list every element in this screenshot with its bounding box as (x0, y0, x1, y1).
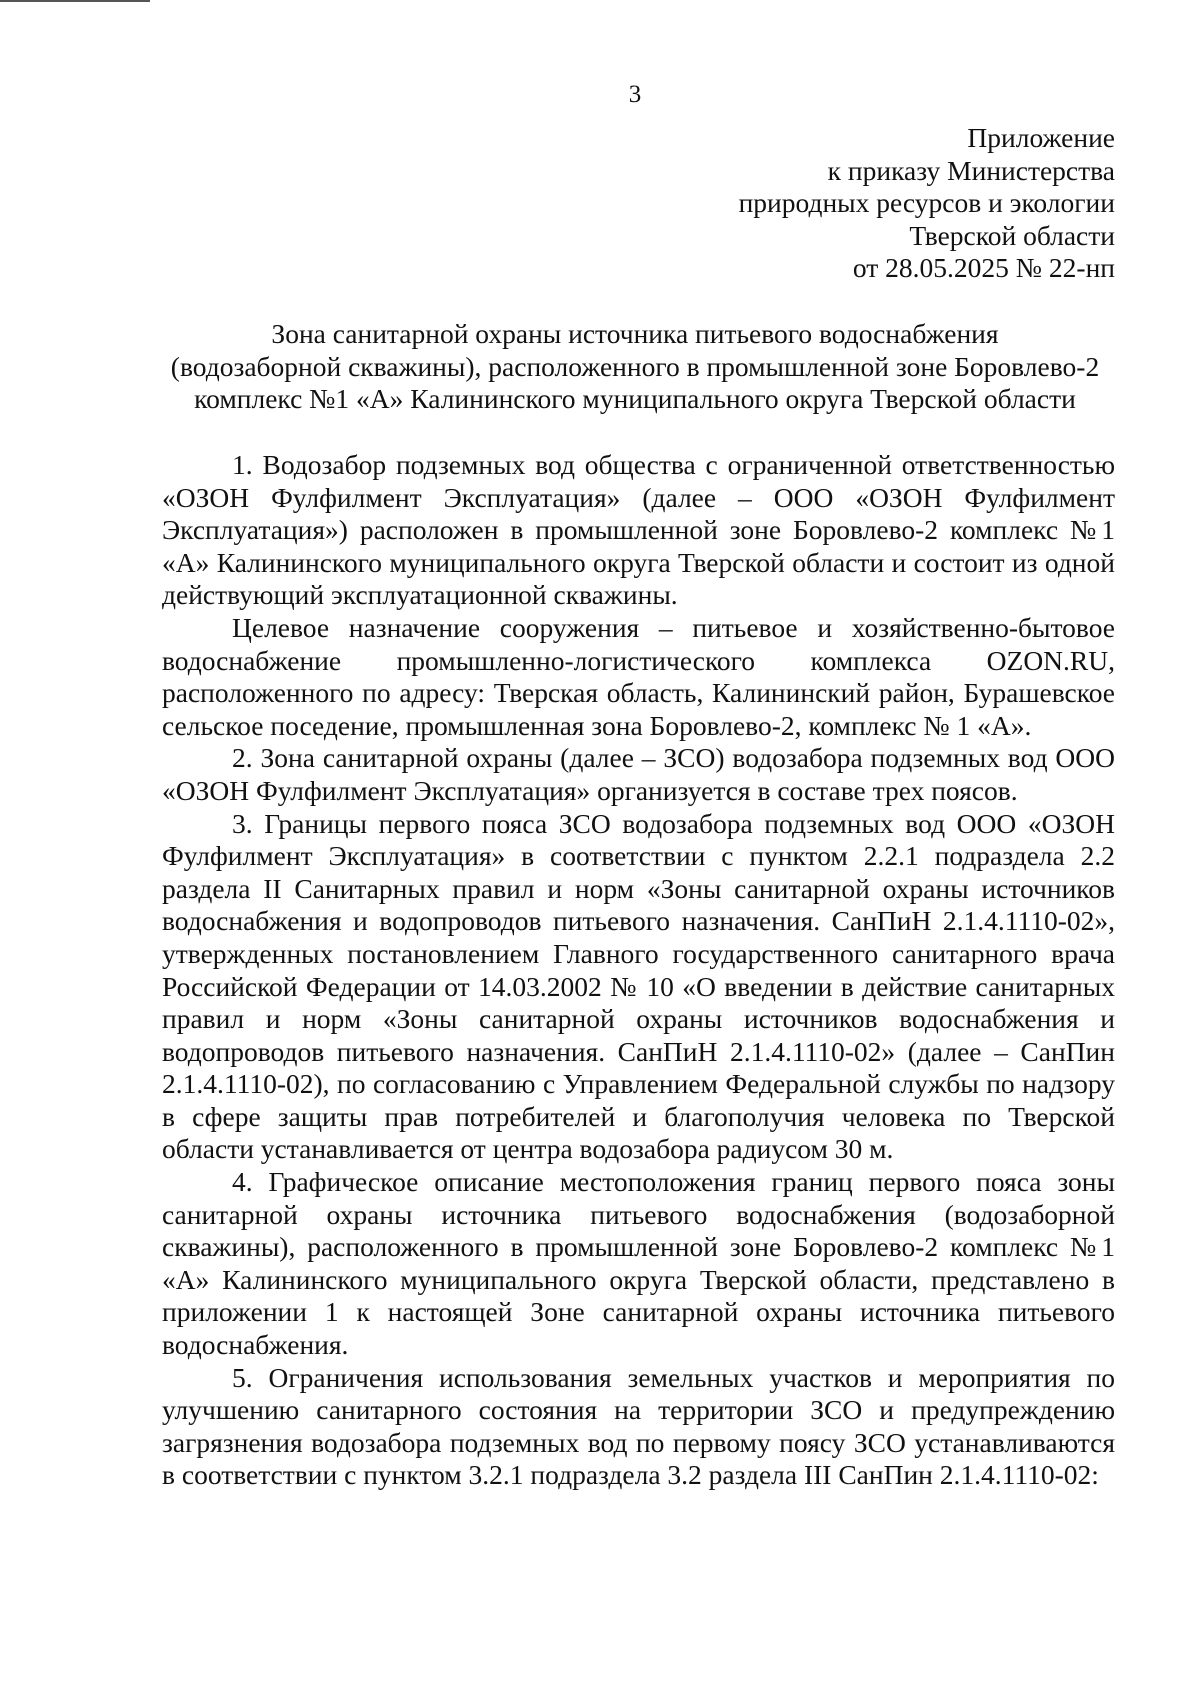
paragraph-text: Водозабор подземных вод общества с ограниченной ответственностью «ОЗОН Фулфилмент Эксплуатация» (далее – ООО «ОЗОН Фулфилмент Эксплуатация») расположен в промышленной зоне Боровлево-2 комплекс №1 «А» Калининского муниципального округа Тверской области и состоит из одной действующий эксплуатационной скважины. (162, 449, 1116, 611)
paragraph-number: 1. (232, 449, 253, 480)
title-line: (водозаборной скважины), расположенного в промышленной зоне Боровлево-2 (170, 350, 1100, 382)
annex-line: Приложение (967, 122, 1115, 153)
annex-line: от 28.05.2025 № 22-нп (852, 252, 1115, 284)
paragraph-1 (162, 449, 1115, 612)
paragraph-text: Графическое описание местоположения границ первого пояса зоны санитарной охраны источника питьевого водоснабжения (водозаборной скважины), расположенного в промышленной зоне Боровлево-2 комплекс №1 «А» Калининского муниципального округа Тверской области, представлено в приложении 1 к настоящей Зоне санитарной охраны источника питьевого водоснабжения. (162, 1166, 1115, 1361)
paragraph-text: Ограничения использования земельных участков и мероприятия по улучшению санитарного состояния на территории ЗСО и предупреждению загрязнения водозабора подземных вод по первому поясу ЗСО устанавливаются в соответствии с пунктом 3.2.1 подраздела 3.2 раздела III СанПин 2.1.4.1110-02: (162, 1361, 1116, 1491)
scan-edge-mark (0, 0, 150, 2)
annex-line: природных ресурсов и экологии (738, 187, 1115, 219)
title-line: Зона санитарной охраны источника питьевого водоснабжения (271, 318, 999, 349)
annex-line: Тверской области (909, 219, 1115, 251)
paragraph-number: 2. (232, 742, 253, 774)
document-body (162, 449, 1115, 1492)
annex-line: к приказу Министерства (827, 154, 1115, 186)
paragraph-number: 5. (232, 1361, 253, 1393)
paragraph-text: Границы первого пояса ЗСО водозабора подземных вод ООО «ОЗОН Фулфилмент Эксплуатация» в соответствии с пунктом 2.2.1 подраздела 2.2 раздела II Санитарных правил и норм «Зоны санитарной охраны источников водоснабжения и водопроводов питьевого назначения. СанПиН 2.1.4.1110-02», утвержденных постановлением Главного государственного санитарного врача Российской Федерации от 14.03.2002 № 10 «О введении в действие санитарных правил и норм «Зоны санитарной охраны источников водоснабжения и водопроводов питьевого назначения. СанПиН 2.1.4.1110-02» (далее – СанПин 2.1.4.1110-02), по согласованию с Управлением Федеральной службы по надзору в сфере защиты прав потребителей и благополучия человека по Тверской области устанавливается от центра водозабора радиусом 30 м. (162, 807, 1115, 1165)
paragraph-number: 3. (232, 807, 253, 839)
paragraph-text: Целевое назначение сооружения – питьевое и хозяйственно-бытовое водоснабжение промышленно-логистического комплекса OZON.RU, расположенного по адресу: Тверская область, Калининский район, Бурашевское сельское поседение, промышленная зона Боровлево-2, комплекс № 1 «А». (162, 611, 1115, 741)
paragraph-text: Зона санитарной охраны (далее – ЗСО) водозабора подземных вод ООО «ОЗОН Фулфилмент Эксплуатация» организуется в составе трех поясов. (162, 742, 1116, 806)
document-title (150, 318, 1120, 416)
title-line: комплекс №1 «А» Калининского муниципального округа Тверской области (194, 383, 1076, 415)
paragraph-number: 4. (232, 1166, 253, 1198)
annex-header (555, 122, 1115, 285)
page-number: 3 (628, 81, 642, 108)
paragraph-4 (162, 1166, 1115, 1362)
paragraph-5 (162, 1362, 1115, 1492)
paragraph-2 (162, 742, 1115, 807)
paragraph-1-continued (162, 612, 1115, 742)
paragraph-3 (162, 808, 1115, 1167)
